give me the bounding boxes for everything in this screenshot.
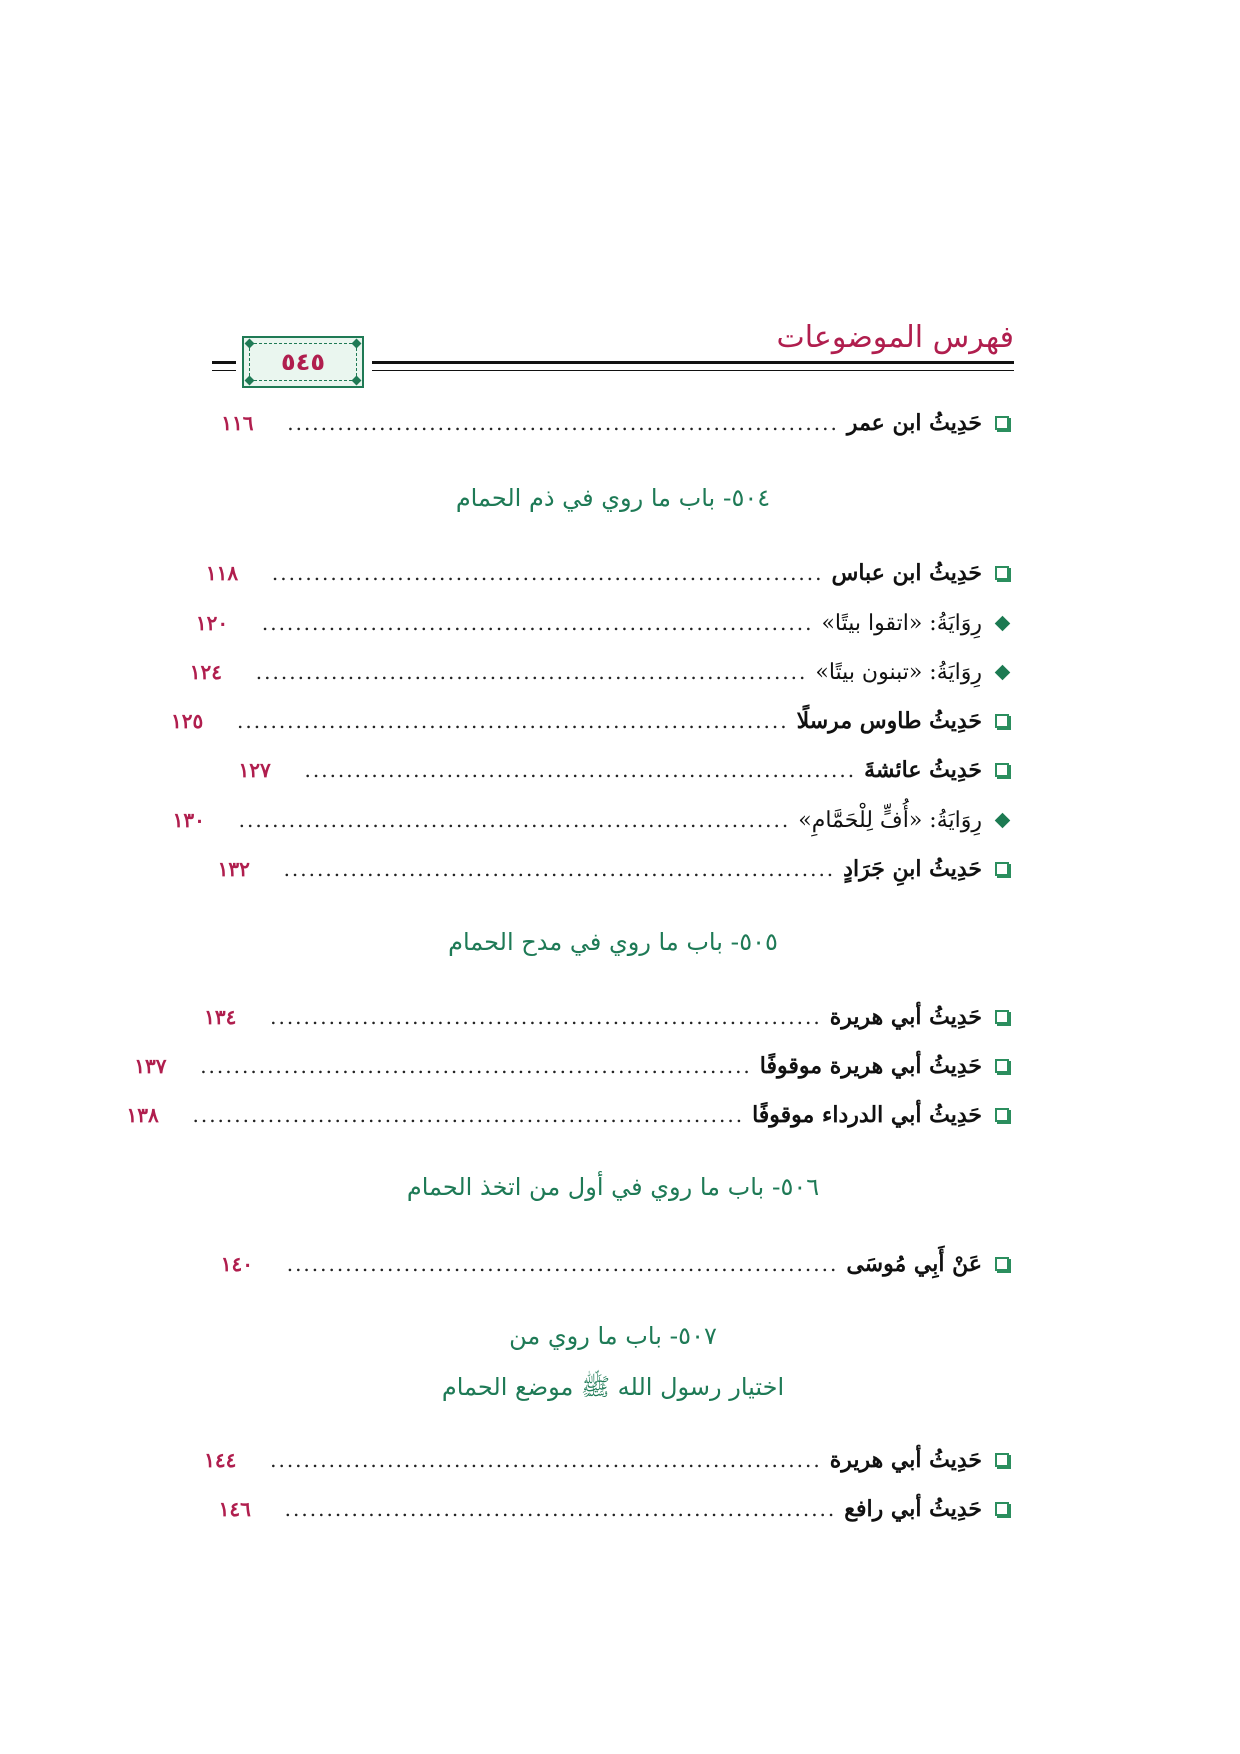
header-rule: [212, 370, 236, 371]
entry-title: رِوَايَةُ: «تبنون بيتًا»: [815, 659, 982, 685]
entry-page: ١٣٧: [134, 1054, 167, 1078]
square-box-icon: [995, 1108, 1009, 1122]
entry-title: حَدِيثُ طاوس مرسلًا: [796, 708, 982, 734]
entry-page: ١٢٠: [195, 611, 229, 635]
toc-entry[interactable]: [134, 1046, 1014, 1086]
entry-title: حَدِيثُ عائشةَ: [864, 757, 982, 783]
leader-dots: ..................................................................: [255, 660, 808, 684]
square-box-icon: [995, 862, 1009, 876]
entry-title: حَدِيثُ أبي هريرة: [829, 1004, 982, 1030]
toc-entry[interactable]: [126, 1095, 1014, 1135]
toc-entry[interactable]: [240, 750, 1014, 790]
entry-page: ١٣٤: [204, 1005, 237, 1029]
entry-page: ١١٨: [205, 561, 239, 585]
toc-entry[interactable]: [204, 997, 1014, 1037]
leader-dots: ..................................................................: [238, 808, 791, 832]
entry-page: ١٢٧: [238, 758, 271, 782]
square-box-icon: [995, 1010, 1009, 1024]
leader-dots: ..................................................................: [284, 1497, 837, 1521]
entry-page: ١١٦: [221, 411, 254, 435]
entry-page: ١٢٥: [171, 709, 204, 733]
leader-dots: ..................................................................: [237, 709, 789, 733]
toc-subentry[interactable]: [172, 800, 1014, 840]
toc-entry[interactable]: [218, 1489, 1014, 1529]
header-title: فهرس الموضوعات: [776, 320, 1014, 355]
toc-entry[interactable]: [171, 701, 1014, 741]
header-rule: [372, 361, 1014, 364]
page-header: [212, 300, 1014, 392]
diamond-icon: [994, 615, 1010, 631]
section-title-line2: اختيار رسول الله ﷺ موضع الحمام: [441, 1373, 785, 1401]
entry-page: ١٣٨: [126, 1103, 159, 1127]
entry-title: عَنْ أَبِي مُوسَى: [846, 1251, 982, 1277]
entry-page: ١٣٢: [217, 857, 250, 881]
leader-dots: ..................................................................: [261, 611, 814, 635]
leader-dots: ..................................................................: [283, 857, 836, 881]
toc-subentry[interactable]: [195, 603, 1014, 643]
square-box-icon: [995, 1059, 1009, 1073]
leader-dots: ..................................................................: [271, 561, 824, 585]
square-box-icon: [995, 763, 1009, 777]
page-number-badge: [242, 336, 364, 388]
entry-page: ١٢٤: [189, 660, 223, 684]
square-box-icon: [995, 1453, 1009, 1467]
header-rule: [372, 370, 1014, 371]
entry-title: حَدِيثُ ابنِ جَرَادٍ: [843, 856, 982, 882]
leader-dots: ..................................................................: [270, 1448, 822, 1472]
entry-page: ١٤٤: [204, 1448, 237, 1472]
leader-dots: ..................................................................: [287, 411, 839, 435]
square-box-icon: [995, 1257, 1009, 1271]
leader-dots: ..................................................................: [304, 758, 857, 782]
diamond-icon: [994, 664, 1010, 680]
square-box-icon: [995, 416, 1009, 430]
toc-entry[interactable]: [220, 1244, 1014, 1284]
section-title: ٥٠٦- باب ما روي في أول من اتخذ الحمام: [406, 1173, 820, 1201]
square-box-icon: [995, 1502, 1009, 1516]
page-number: ٥٤٥: [281, 348, 325, 376]
entry-title: حَدِيثُ أبي رافع: [844, 1496, 982, 1522]
entry-page: ١٣٠: [172, 808, 205, 832]
toc-entry[interactable]: [204, 1440, 1014, 1480]
toc-entry[interactable]: [205, 553, 1014, 593]
square-box-icon: [995, 566, 1009, 580]
toc-entry[interactable]: [217, 849, 1014, 889]
entry-page: ١٤٦: [218, 1497, 251, 1521]
leader-dots: ..................................................................: [286, 1252, 839, 1276]
header-rule: [212, 361, 236, 364]
entry-title: حَدِيثُ ابن عمر: [846, 410, 982, 436]
section-title: ٥٠٥- باب ما روي في مدح الحمام: [448, 928, 778, 956]
diamond-icon: [994, 812, 1010, 828]
section-title: ٥٠٤- باب ما روي في ذم الحمام: [455, 484, 771, 512]
entry-page: ١٤٠: [220, 1252, 253, 1276]
entry-title: حَدِيثُ أبي الدرداء موقوفًا: [752, 1102, 982, 1128]
entry-title: حَدِيثُ أبي هريرة: [829, 1447, 982, 1473]
entry-title: رِوَايَةُ: «اتقوا بيتًا»: [821, 610, 982, 636]
leader-dots: ..................................................................: [270, 1005, 822, 1029]
leader-dots: ..................................................................: [200, 1054, 752, 1078]
entry-title: حَدِيثُ أبي هريرة موقوفًا: [759, 1053, 982, 1079]
entry-title: رِوَايَةُ: «أُفٍّ لِلْحَمَّامِ»: [798, 807, 982, 833]
square-box-icon: [995, 714, 1009, 728]
section-title: ٥٠٧- باب ما روي من: [509, 1322, 717, 1350]
toc-subentry[interactable]: [189, 652, 1014, 692]
toc-entry[interactable]: [221, 403, 1014, 443]
leader-dots: ..................................................................: [192, 1103, 745, 1127]
entry-title: حَدِيثُ ابن عباس: [831, 560, 982, 586]
